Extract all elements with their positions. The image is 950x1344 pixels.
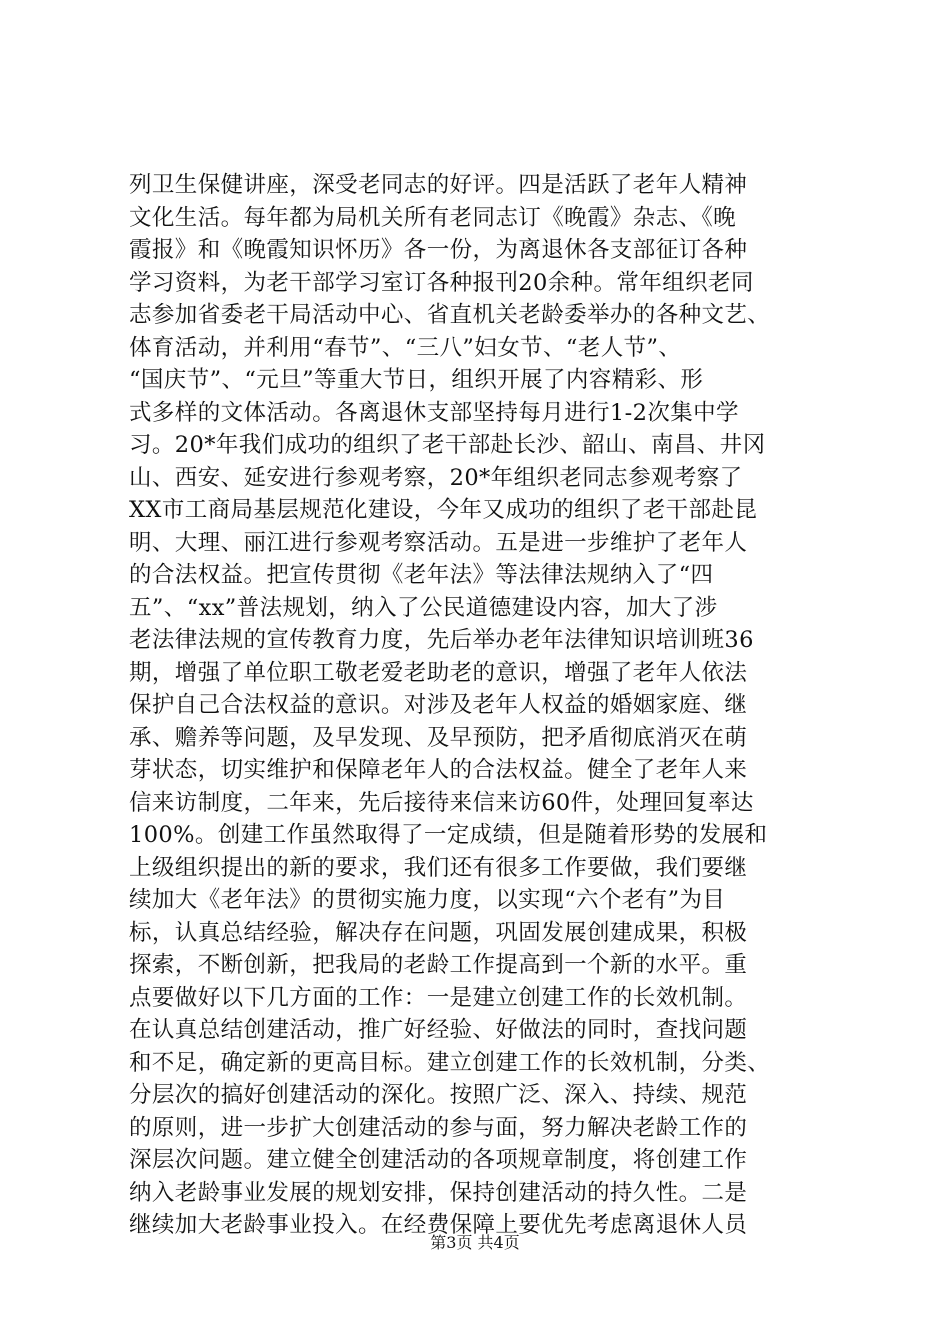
text-line: 志参加省委老干局活动中心、省直机关老龄委举办的各种文艺、: [129, 302, 771, 328]
text-line: 深层次问题。建立健全创建活动的各项规章制度，将创建工作: [129, 1147, 748, 1173]
text-line: 在认真总结创建活动，推广好经验、好做法的同时，查找问题: [129, 1017, 748, 1043]
text-line: 分层次的搞好创建活动的深化。按照广泛、深入、持续、规范: [129, 1082, 748, 1108]
text-line: 标，认真总结经验，解决存在问题，巩固发展创建成果，积极: [129, 919, 748, 946]
text-line: 式多样的文体活动。各离退休支部坚持每月进行1-2次集中学: [129, 399, 739, 426]
text-line: 上级组织提出的新的要求，我们还有很多工作要做，我们要继: [129, 854, 748, 881]
text-line: 探索，不断创新，把我局的老龄工作提高到一个新的水平。重: [129, 952, 748, 978]
text-line: 期，增强了单位职工敬老爱老助老的意识，增强了老年人依法: [129, 659, 748, 686]
text-line: 习。20*年我们成功的组织了老干部赴长沙、韶山、南昌、井冈: [129, 432, 766, 458]
text-line: 五”、“xx”普法规划，纳入了公民道德建设内容，加大了涉: [129, 594, 718, 621]
text-line: “国庆节”、“元旦”等重大节日，组织开展了内容精彩、形: [129, 367, 704, 393]
text-line: 续加大《老年法》的贯彻实施力度，以实现“六个老有”为目: [129, 887, 726, 913]
page-number-label: 第3页 共4页: [430, 1233, 520, 1252]
text-line: 的合法权益。把宣传贯彻《老年法》等法律法规纳入了“四: [129, 562, 714, 588]
text-line: 霞报》和《晚霞知识怀历》各一份，为离退休各支部征订各种: [129, 237, 748, 263]
text-line: 的原则，进一步扩大创建活动的参与面，努力解决老龄工作的: [129, 1114, 748, 1141]
text-line: 明、大理、丽江进行参观考察活动。五是进一步维护了老年人: [129, 529, 748, 556]
text-line: 承、赡养等问题，及早发现、及早预防，把矛盾彻底消灭在萌: [129, 724, 748, 751]
body-text: [129, 169, 849, 1242]
text-line: 山、西安、延安进行参观考察，20*年组织老同志参观考察了: [129, 464, 743, 491]
text-line: 芽状态，切实维护和保障老年人的合法权益。健全了老年人来: [129, 757, 748, 783]
text-line: 点要做好以下几方面的工作：一是建立创建工作的长效机制。: [129, 984, 748, 1011]
text-line: 体育活动，并利用“春节”、“三八”妇女节、“老人节”、: [129, 334, 682, 361]
text-line: 老法律法规的宣传教育力度，先后举办老年法律知识培训班36: [129, 627, 754, 653]
text-line: 继续加大老龄事业投入。在经费保障上要优先考虑离退休人员: [129, 1212, 748, 1238]
text-line: 列卫生保健讲座，深受老同志的好评。四是活跃了老年人精神: [129, 172, 748, 198]
text-line: 保护自己合法权益的意识。对涉及老年人权益的婚姻家庭、继: [129, 692, 748, 718]
text-line: 信来访制度，二年来，先后接待来信来访60件，处理回复率达: [129, 789, 754, 816]
text-line: 和不足，确定新的更高目标。建立创建工作的长效机制，分类、: [129, 1049, 771, 1076]
text-line: 100%。创建工作虽然取得了一定成绩，但是随着形势的发展和: [129, 822, 768, 848]
text-line: XX市工商局基层规范化建设，今年又成功的组织了老干部赴昆: [129, 497, 758, 523]
text-line: 文化生活。每年都为局机关所有老同志订《晚霞》杂志、《晚: [129, 204, 737, 231]
text-line: 学习资料，为老干部学习室订各种报刊20余种。常年组织老同: [129, 269, 754, 296]
text-line: 纳入老龄事业发展的规划安排，保持创建活动的持久性。二是: [129, 1179, 748, 1206]
page-footer: [0, 1232, 950, 1254]
